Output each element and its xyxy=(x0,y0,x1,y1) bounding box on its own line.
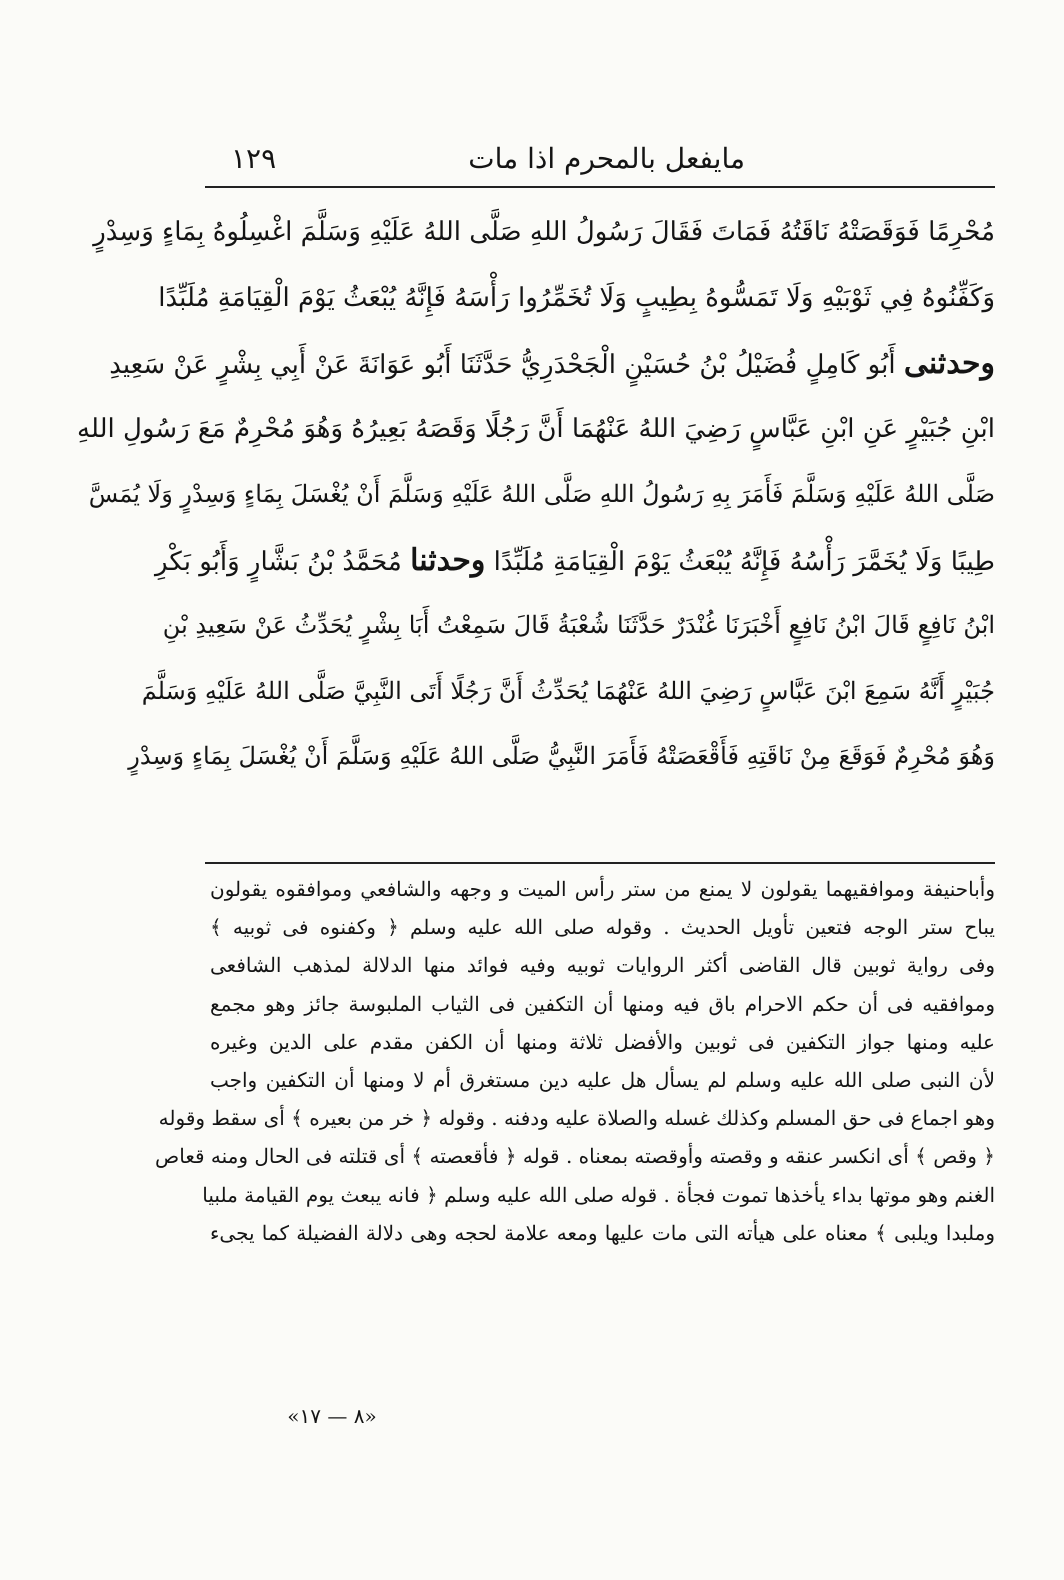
commentary-text xyxy=(155,870,995,1252)
hadith-line: ابْنُ نَافِعٍ قَالَ ابْنُ نَافِعٍ أَخْبَرَنَا غُنْدَرٌ حَدَّثَنَا شُعْبَةُ قَالَ سَمِعْتُ أَبَا بِشْرٍ يُحَدِّثُ عَنْ سَعِيدِ بْنِ xyxy=(162,611,995,639)
commentary-rule xyxy=(205,862,995,864)
commentary-line: وملبدا ويلبى ﴾ معناه على هيأته التى مات عليها ومعه علامة لحجه وهى دلالة الفضيلة كما يجىء xyxy=(210,1220,995,1245)
commentary-line: الغنم وهو موتها بداء يأخذها تموت فجأة . قوله صلى الله عليه وسلم ﴿ فانه يبعث يوم القيامة ملبيا xyxy=(202,1182,995,1207)
page-number: ١٢٩ xyxy=(231,142,277,175)
hadith-line-text: أَبُو كَامِلٍ فُضَيْلُ بْنُ حُسَيْنٍ الْجَحْدَرِيُّ حَدَّثَنَا أَبُو عَوَانَةَ عَنْ أَبِي بِشْرٍ عَنْ سَعِيدِ xyxy=(109,350,896,380)
running-title: مايفعل بالمحرم اذا مات xyxy=(468,142,745,175)
hadith-line: وَهُوَ مُحْرِمٌ فَوَقَعَ مِنْ نَاقَتِهِ فَأَقْعَصَتْهُ فَأَمَرَ النَّبِيُّ صَلَّى اللهُ عَلَيْهِ وَسَلَّمَ أَنْ يُغْسَلَ بِمَاءٍ وَسِدْرٍ xyxy=(128,742,995,770)
hadith-line: جُبَيْرٍ أَنَّهُ سَمِعَ ابْنَ عَبَّاسٍ رَضِيَ اللهُ عَنْهُمَا يُحَدِّثُ أَنَّ رَجُلًا أَتَى النَّبِيَّ صَلَّى اللهُ عَلَيْهِ وَسَلَّمَ xyxy=(141,676,995,705)
hadith-keyword: وحدثنا xyxy=(410,542,486,578)
commentary-line: وموافقيه فى أن حكم الاحرام باق فيه ومنها أن التكفين فى الثياب الملبوسة جائز وهو مجمع xyxy=(210,991,995,1016)
hadith-line-text: طِيبًا وَلَا يُخَمَّرَ رَأْسُهُ فَإِنَّهُ يُبْعَثُ يَوْمَ الْقِيَامَةِ مُلَبِّدًا xyxy=(493,546,995,577)
page-header xyxy=(205,138,995,184)
commentary-line: لأن النبى صلى الله عليه وسلم لم يسأل هل عليه دين مستغرق أم لا ومنها أن التكفين واجب xyxy=(210,1067,995,1092)
header-rule xyxy=(205,186,995,188)
hadith-text xyxy=(77,200,995,790)
commentary-line: عليه ومنها جواز التكفين فى ثوبين والأفضل ثلاثة ومنها أن الكفن مقدم على الدين وغيره xyxy=(210,1029,995,1054)
commentary-line: وفى رواية ثوبين قال القاضى أكثر الروايات ثوبيه وفيه فوائد منها الدلالة لمذهب الشافعى xyxy=(210,953,995,978)
hadith-line: صَلَّى اللهُ عَلَيْهِ وَسَلَّمَ فَأَمَرَ بِهِ رَسُولُ اللهِ صَلَّى اللهُ عَلَيْهِ وَسَلَّمَ أَنْ يُغْسَلَ بِمَاءٍ وَسِدْرٍ وَلَا يُمَسَّ xyxy=(88,480,995,508)
commentary-line: وهو اجماع فى حق المسلم وكذلك غسله والصلاة عليه ودفنه . وقوله ﴿ خر من بعيره ﴾ أى سقط وقوله xyxy=(158,1106,995,1131)
commentary-line: يباح ستر الوجه فتعين تأويل الحديث . وقوله صلى الله عليه وسلم ﴿ وكفنوه فى ثوبيه ﴾ xyxy=(210,915,995,940)
hadith-line-text: مُحَمَّدُ بْنُ بَشَّارٍ وَأَبُو بَكْرِ xyxy=(155,546,402,577)
hadith-line xyxy=(155,528,995,594)
commentary-line: ﴿ وقص ﴾ أى انكسر عنقه و وقصته وأوقصته بمعناه . قوله ﴿ فأقعصته ﴾ أى قتلته فى الحال ومنه قعاص xyxy=(155,1144,995,1169)
signature-mark: «٨ — ١٧» xyxy=(287,1404,377,1428)
hadith-line: وَكَفِّنُوهُ فِي ثَوْبَيْهِ وَلَا تَمَسُّوهُ بِطِيبٍ وَلَا تُخَمِّرُوا رَأْسَهُ فَإِنَّهُ يُبْعَثُ يَوْمَ الْقِيَامَةِ مُلَبِّدًا xyxy=(158,282,995,313)
hadith-line xyxy=(109,331,995,397)
hadith-keyword: وحدثنى xyxy=(903,346,995,381)
commentary-line: وأباحنيفة وموافقيهما يقولون لا يمنع من ستر رأس الميت و وجهه والشافعي وموافقوه يقولون xyxy=(210,877,995,901)
hadith-line: مُحْرِمًا فَوَقَصَتْهُ نَاقَتُهُ فَمَاتَ فَقَالَ رَسُولُ اللهِ صَلَّى اللهُ عَلَيْهِ وَسَلَّمَ اغْسِلُوهُ بِمَاءٍ وَسِدْرٍ xyxy=(93,217,995,247)
hadith-line: ابْنِ جُبَيْرٍ عَنِ ابْنِ عَبَّاسٍ رَضِيَ اللهُ عَنْهُمَا أَنَّ رَجُلًا وَقَصَهُ بَعِيرُهُ وَهُوَ مُحْرِمٌ مَعَ رَسُولِ اللهِ xyxy=(77,413,995,444)
